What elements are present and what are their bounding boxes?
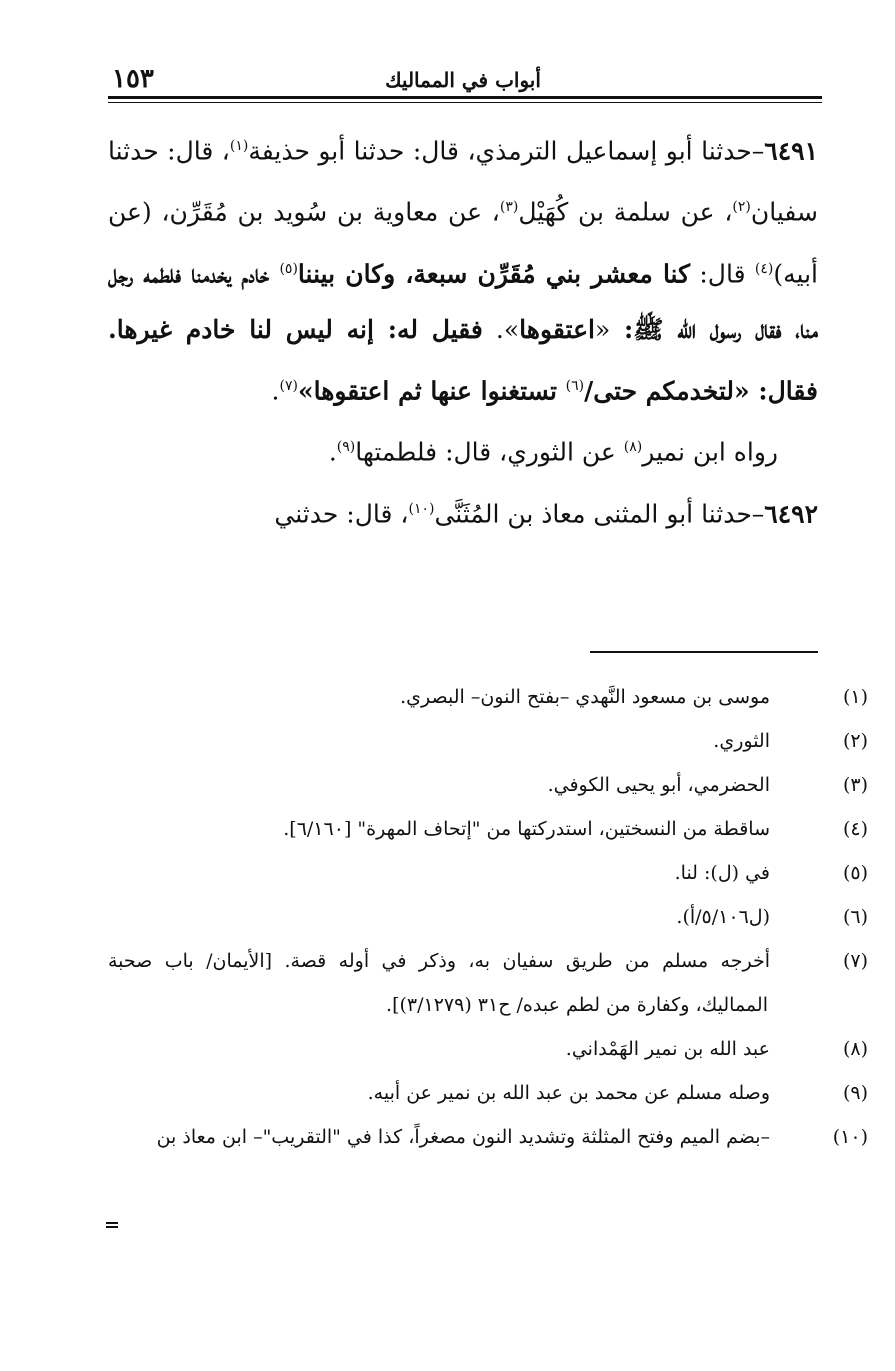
bold-matn: فقيل له: إنه ليس لنا خادم غيرها. فقال: «لتخدمكم حتى/ xyxy=(108,314,818,406)
footnote-number: (٧) xyxy=(842,950,868,972)
header-rule-thin xyxy=(108,102,822,103)
footnote-number: (٨) xyxy=(842,1038,868,1060)
footnote-ref: (١) xyxy=(229,138,249,154)
footnote-text: الحضرمي، أبو يحيى الكوفي. xyxy=(547,774,770,796)
text-run: قال: xyxy=(690,258,755,288)
footnote-ref: (٩) xyxy=(336,439,356,456)
header-rule-thick xyxy=(108,96,822,99)
text-run: ». xyxy=(482,314,520,344)
footnote-ref: (٣) xyxy=(499,199,519,216)
footnote xyxy=(108,1027,868,1071)
page-number: ١٥٣ xyxy=(112,64,154,94)
footnote-text: –بضم الميم وفتح المثلثة وتشديد النون مصغراً، كذا في "التقريب"– ابن معاذ بن xyxy=(156,1126,770,1148)
text-run: ، عن معاوية بن سُويد بن مُقَرِّن، (عن أبيه) xyxy=(108,197,818,288)
page-header xyxy=(108,62,818,94)
footnote-text: أخرجه مسلم من طريق سفيان به، وذكر في أوله قصة. [الأيمان/ باب صحبة المماليك، وكفارة من لطم عبده/ ح٣١ (٣/١٢٧٩)]. xyxy=(108,950,770,1016)
text-run: رواه ابن نمير xyxy=(642,437,778,467)
text-run: ، قال: حدثنا سفيان xyxy=(108,136,818,227)
footnote-text: عبد الله بن نمير الهَمْداني. xyxy=(565,1038,770,1060)
footnote-text: وصله مسلم عن محمد بن عبد الله بن نمير عن أبيه. xyxy=(367,1082,770,1104)
footnote xyxy=(108,675,868,719)
footnote-separator xyxy=(590,651,818,653)
footnote xyxy=(108,1071,868,1115)
footnote-text: ساقطة من النسختين، استدركتها من "إتحاف المهرة" [٦/١٦٠]. xyxy=(283,818,770,840)
bold-matn: خادم يخدمنا فلطمه رجل منا، فقال رسول الله ﷺ: xyxy=(108,258,818,344)
footnote-ref: (٨) xyxy=(623,439,643,456)
hadith-6491 xyxy=(108,118,818,419)
footnote-text: في (ل): لنا. xyxy=(674,862,770,884)
footnote-ref: (٧) xyxy=(279,377,298,394)
footnote-number: (٤) xyxy=(842,818,868,840)
footnote-ref: (٢) xyxy=(732,199,751,216)
footnote xyxy=(108,851,868,895)
hadith-number: ٦٤٩٢ xyxy=(764,498,818,528)
bold-matn: كنا معشر بني مُقَرِّن سبعة، وكان بيننا xyxy=(297,258,691,288)
footnote-number: (٩) xyxy=(842,1082,868,1104)
hadith-number: ٦٤٩١ xyxy=(764,136,818,166)
footnote-ref: (٤) xyxy=(754,260,774,277)
riwaya-line xyxy=(108,419,818,480)
footnote-text: (ل٥/١٠٦/أ). xyxy=(676,906,770,928)
text-run: « xyxy=(594,314,611,344)
footnote xyxy=(108,807,868,851)
footnote-number: (٥) xyxy=(842,862,868,884)
footnote-text: موسى بن مسعود النَّهدي –بفتح النون– البصري. xyxy=(400,686,770,708)
footnote-number: (٢) xyxy=(842,730,868,752)
footnote-ref: (١٠) xyxy=(408,500,435,517)
footnote-number: (١) xyxy=(842,686,868,708)
text-run: –حدثنا أبو المثنى معاذ بن المُثَنَّى xyxy=(434,498,765,528)
main-text xyxy=(108,118,818,542)
text-run: –حدثنا أبو إسماعيل الترمذي، قال: حدثنا أبو حذيفة xyxy=(248,136,765,166)
footnote xyxy=(108,719,868,763)
text-run: ، قال: حدثني xyxy=(274,498,409,528)
bold-matn: اعتقوها xyxy=(519,314,595,344)
footnote xyxy=(108,939,868,1027)
footnote-number: (١٠) xyxy=(832,1126,868,1148)
footnote-ref: (٦) xyxy=(565,377,585,394)
footnote-text: الثوري. xyxy=(713,730,770,752)
footnote xyxy=(108,1115,868,1159)
footnote-number: (٣) xyxy=(842,774,868,796)
hadith-6492 xyxy=(108,481,818,542)
running-title: أبواب في المماليك xyxy=(385,68,541,92)
text-run: . xyxy=(328,437,337,467)
footnote xyxy=(108,763,868,807)
text-run: . xyxy=(271,376,280,406)
continuation-mark xyxy=(106,1222,118,1228)
footnote-ref: (٥) xyxy=(279,260,298,277)
footnote-number: (٦) xyxy=(842,906,868,928)
bold-matn: تستغنوا عنها ثم اعتقوها» xyxy=(297,376,566,406)
text-run: ، عن سلمة بن كُهَيْل xyxy=(518,197,733,227)
footnotes xyxy=(108,675,868,1159)
footnote xyxy=(108,895,868,939)
text-run: عن الثوري، قال: فلطمتها xyxy=(355,437,624,467)
